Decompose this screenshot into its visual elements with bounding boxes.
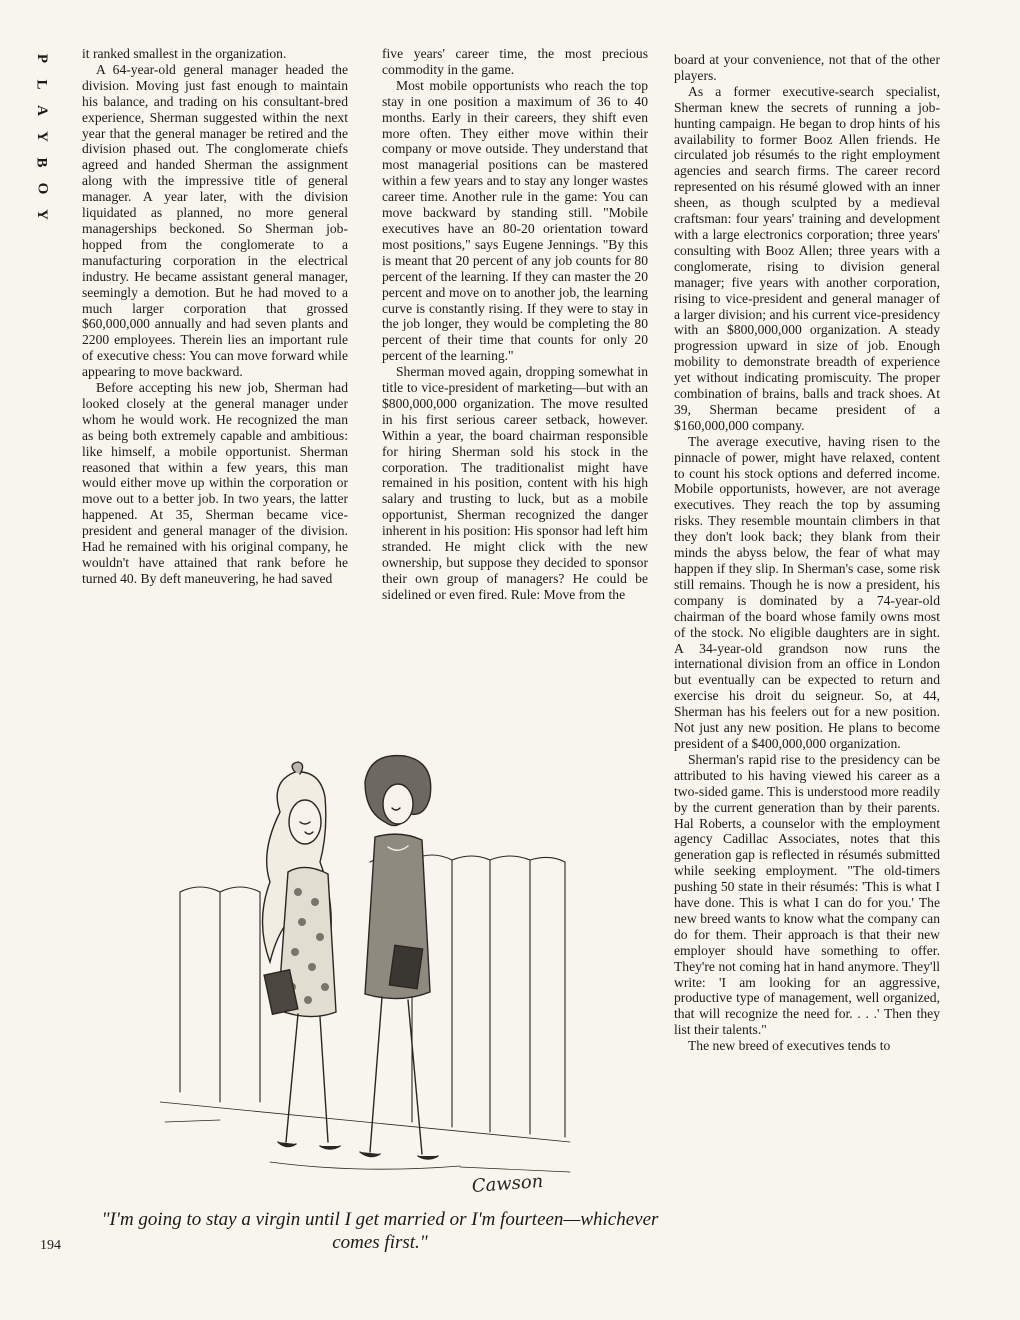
- masthead-letter: O: [33, 182, 50, 196]
- paragraph: As a former executive-search specialist, Sherman knew the secrets of running a job-hunting campaign. He began to drop hints of his availability to former Booz Allen friends. He circulated job résumés to the right employment agencies and search firms. The career record represented on his résumé glowed with an inner sheen, as though sculpted by a medieval craftsman: four years' training and development with a large electronics corporation; three years' consulting with Booz Allen; three years with a conglomerate, rising to division general manager; five years with another corporation, rising to vice-president and general manager of a larger division; and his current vice-presidency with an $800,000,000 organization. A steady progression upward in size of job. Enough mobility to demonstrate breadth of experience yet without indicating promiscuity. The proper combination of brains, balls and track shoes. At 39, Sherman became president of a $160,000,000 company.: [674, 83, 940, 433]
- masthead-letter: Y: [34, 209, 50, 221]
- paragraph: Most mobile opportunists who reach the top stay in one position a maximum of 36 to 40 months. Early in their careers, they shift even more often. They either move within their company or move outside. They understand that most managerial positions can be mastered within a few years and to stay any longer wastes career time. Another rule in the game: You can move backward by standing still. "Mobile executives have an 80-20 orientation toward most positions," says Eugene Jennings. "By this is meant that 20 percent of any job counts for 80 percent of the learning. If they can master the 20 percent and move on to another job, the learning curve is constantly rising. If they were to stay in the job longer, they would be completing the 80 percent of their time that counts for only 20 percent of the learning.": [382, 77, 648, 364]
- masthead-letter: A: [34, 105, 50, 117]
- masthead-letter: Y: [34, 131, 50, 143]
- paragraph: Before accepting his new job, Sherman had looked closely at the general manager under whom he would work. He recognized the man as being both extremely capable and ambitious: like himself, a mobile opportunist. Sherman reasoned that within a few years, this man would either move up within the corporation or move out to a better job. In two years, the latter happened. At 35, Sherman became vice-president and general manager of the division. Had he remained with his original company, he wouldn't have attained that rank before he turned 40. By deft maneuvering, he had saved: [82, 380, 348, 586]
- cartoon-caption: "I'm going to stay a virgin until I get married or I'm fourteen—whichever comes first.": [101, 1209, 659, 1253]
- paragraph: board at your convenience, not that of the other players.: [674, 52, 940, 83]
- blonde-girl-illustration: [263, 762, 341, 1149]
- fence-illustration: [160, 855, 570, 1172]
- masthead-letter: P: [33, 53, 50, 65]
- paragraph: The average executive, having risen to the pinnacle of power, might have relaxed, content to count his stock options and deferred income. Mobile opportunists, however, are not average executives. They reach the top by assuming risks. They resemble mountain climbers in that they don't look back; they blank from their minds the abyss below, the fear of what may happen if they slip. In Sherman's case, some risk still remains. Though he is now a president, his company is dominated by a 74-year-old chairman of the board whose family owns most of the stock. No eligible daughters are in sight. A 34-year-old grandson now runs the international division from an office in London but eventually can be expected to return and exercise his droit du seigneur. So, at 44, Sherman has his feelers out for a new position. Not just any new position. He plans to become president of a $400,000,000 organization.: [674, 433, 940, 751]
- cartoon-illustration: [160, 742, 580, 1202]
- masthead-letter: B: [33, 157, 50, 169]
- paragraph: it ranked smallest in the organization.: [82, 46, 287, 61]
- masthead-letter: L: [33, 79, 50, 91]
- cartoonist-signature: Cawson: [471, 1170, 544, 1197]
- brunette-girl-illustration: [360, 756, 438, 1159]
- paragraph: The new breed of executives tends to: [688, 1038, 891, 1054]
- paragraph: Sherman's rapid rise to the presidency can be attributed to his having viewed his career as a two-sided game. This is understood more readily by the current generation than by their parents. Hal Roberts, a counselor with the employment agency Cadillac Associates, notes that this generation gap is reflected in résumés submitted while seeking employment. "The old-timers pushing 50 state in their résumés: 'This is what I have done. This is what I can do for you.' The new breed wants to know what the company can do for them. Their approach is that their new employer should have something to offer. They're not coming hat in hand anymore. They'll write: 'I am looking for an aggressive, productive type of management, well organized, that will recognize the need for. . . .' Then they list their talents.": [674, 751, 940, 1038]
- text-column-1: [82, 46, 348, 587]
- text-column-3: [674, 52, 940, 1054]
- masthead: [30, 48, 54, 226]
- page-number: 194: [40, 1238, 61, 1253]
- text-column-2: [382, 46, 648, 603]
- paragraph: five years' career time, the most precious commodity in the game.: [382, 46, 648, 77]
- paragraph: Sherman moved again, dropping somewhat in title to vice-president of marketing—but with an $800,000,000 organization. The move resulted in his first serious career setback, however. Within a year, the board chairman responsible for hiring Sherman sold his stock in the corporation. The traditionalist might have remained in his position, content with his high salary and trusting to luck, but as a mobile opportunist, Sherman recognized the danger inherent in his position: His sponsor had left him stranded. He might click with the new ownership, but suppose they decided to sponsor their own group of managers? He could be sidelined or even fired. Rule: Move from the: [382, 364, 648, 602]
- paragraph: A 64-year-old general manager headed the division. Moving just fast enough to maintain his balance, and trading on his consultant-bred experience, Sherman suggested within the next year that the general manager be retired and the division phased out. The conglomerate chiefs agreed and handed Sherman the assignment along with the impressive title of general manager. A year later, with the division liquidated as planned, no more general managerships beckoned. So Sherman job-hopped from the conglomerate to a manufacturing corporation in the electrical industry. He became assistant general manager, seemingly a demotion. But he had moved to a much larger corporation that grossed $60,000,000 annually and had seven plants and 2200 employees. Therein lies an important rule of executive chess: You can move forward while appearing to move backward.: [82, 61, 348, 380]
